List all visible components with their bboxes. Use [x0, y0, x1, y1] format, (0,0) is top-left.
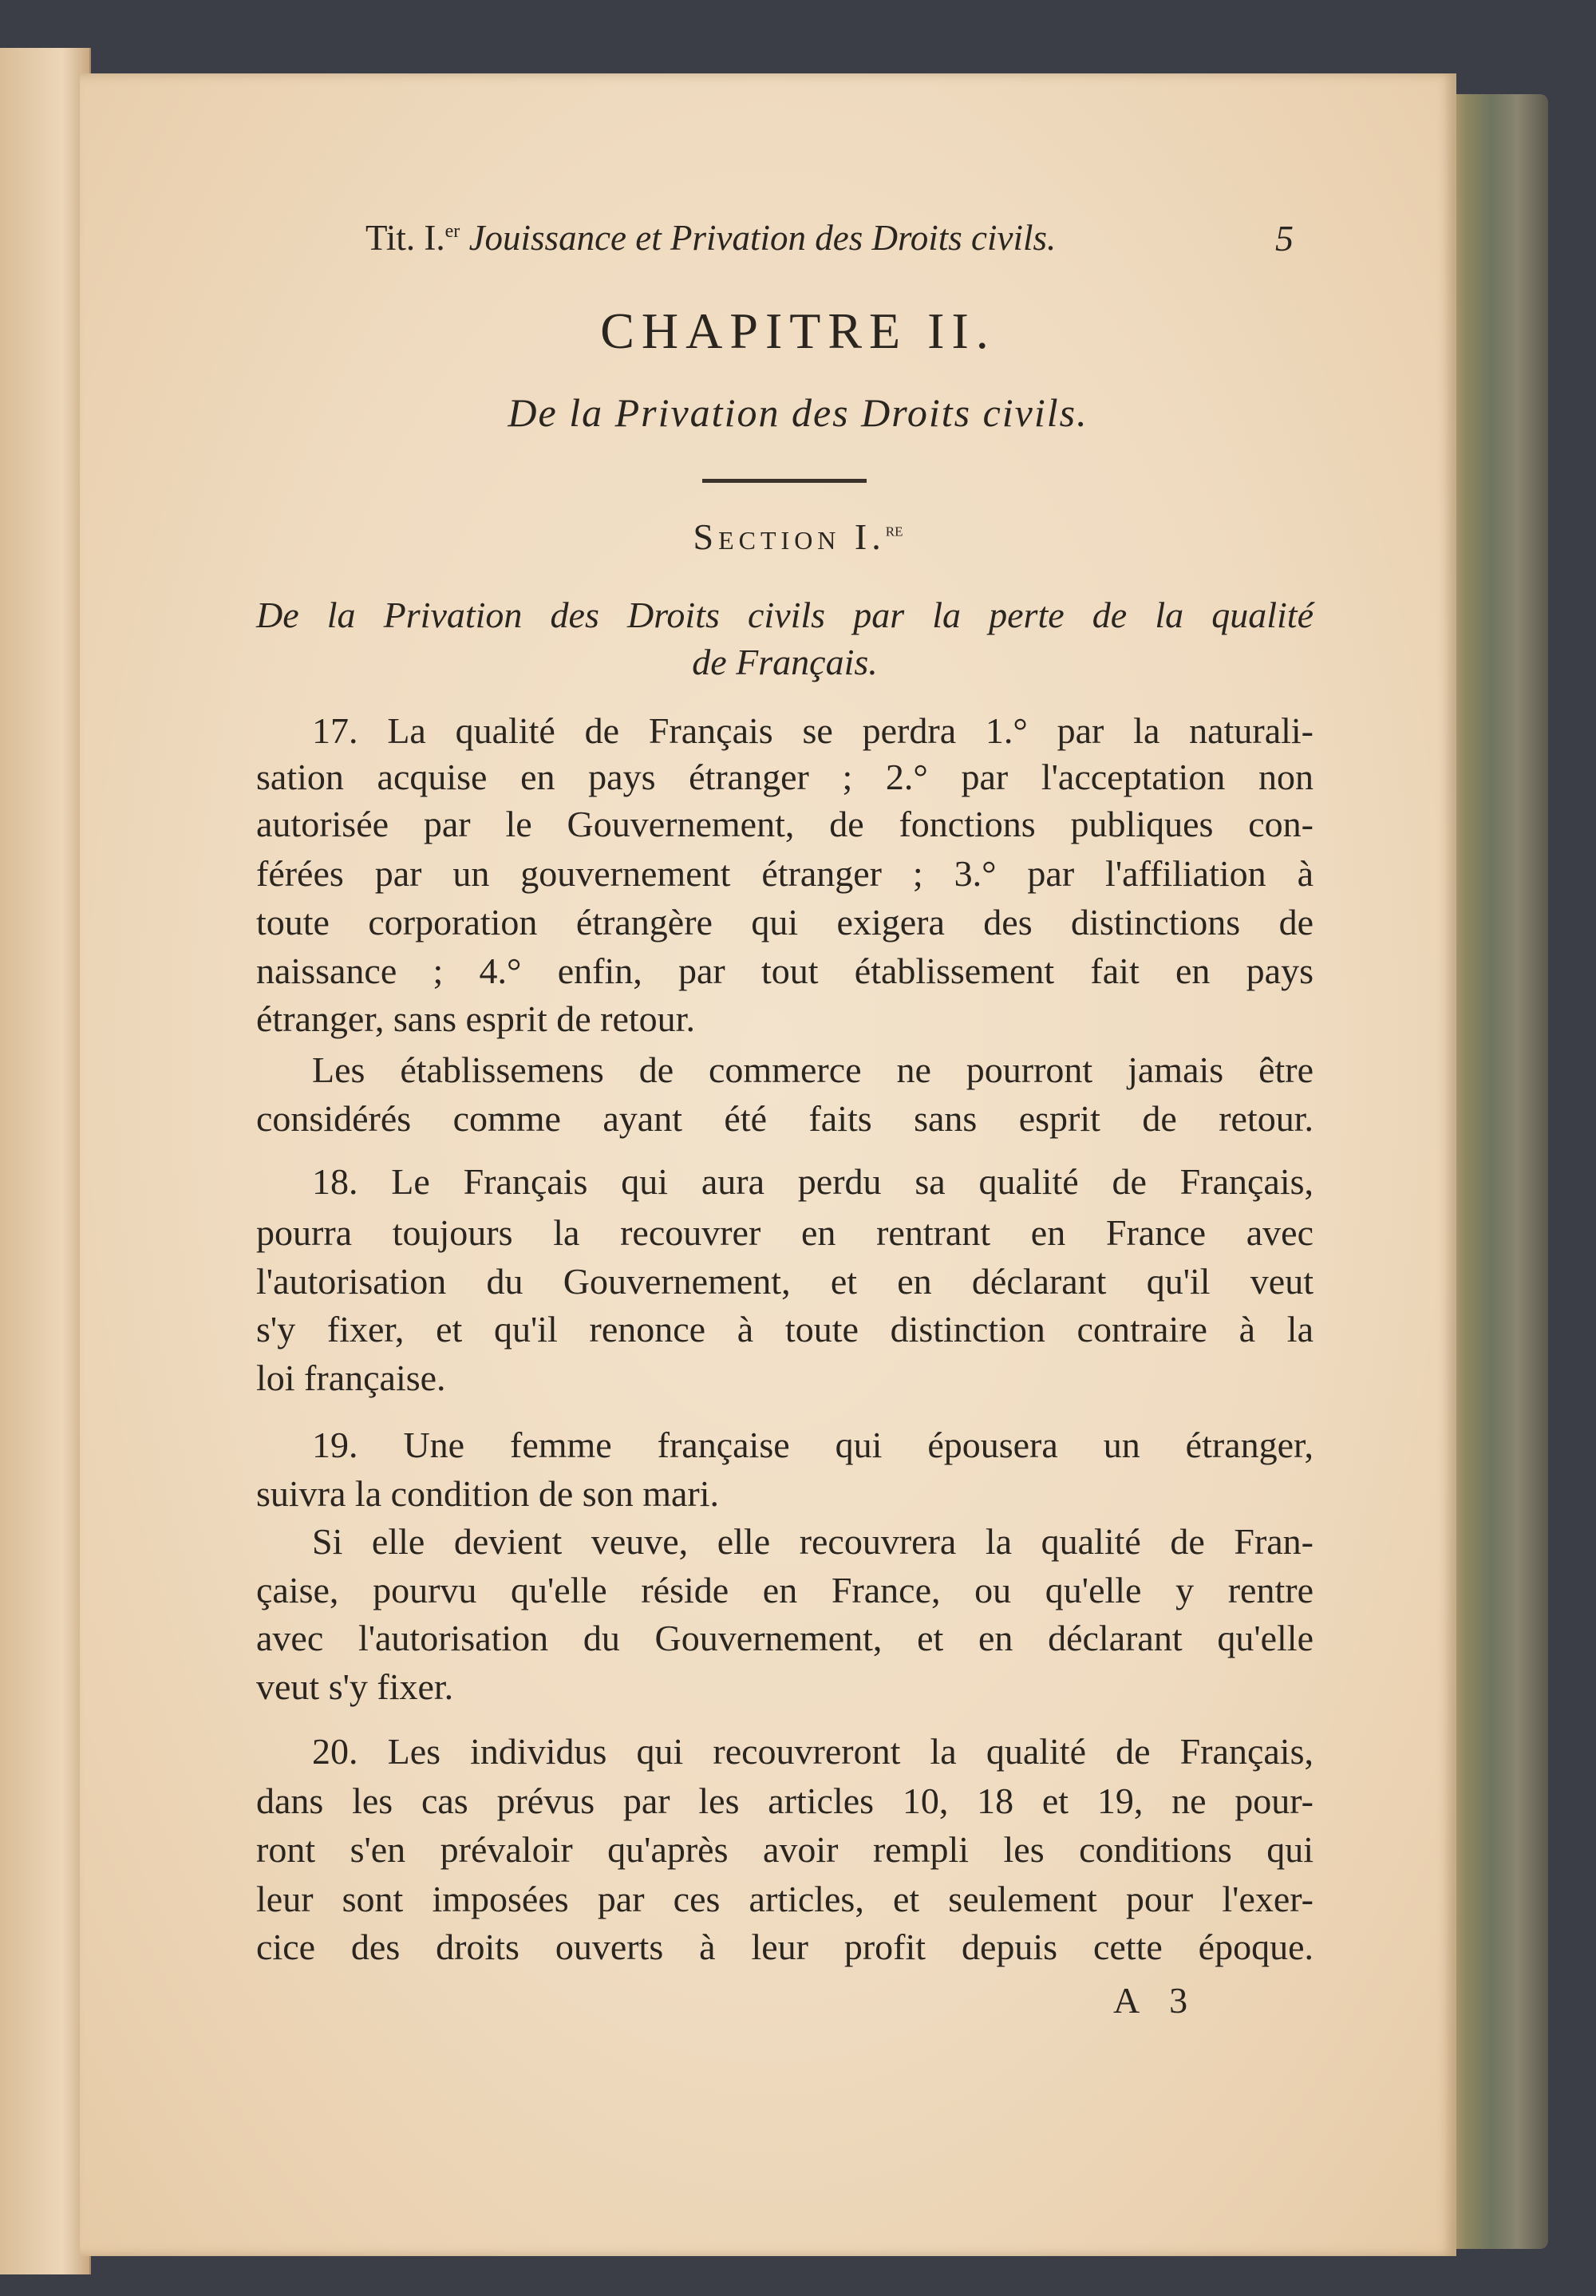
text-line: veut s'y fixer. [256, 1666, 454, 1707]
text-line: férées par un gouvernement étranger ; 3.° par l'affiliation à [256, 853, 1314, 894]
chapter-heading: CHAPITRE II. [600, 302, 996, 359]
running-head-sup: er [444, 221, 460, 242]
text-line: s'y fixer, et qu'il renonce à toute distinction contraire à la [256, 1309, 1314, 1350]
facing-page-edge [0, 48, 91, 2274]
page-number: 5 [1275, 218, 1294, 259]
divider-rule [702, 479, 867, 483]
text-line: loi française. [256, 1357, 446, 1398]
section-heading [0, 516, 1596, 558]
text-line: pourra toujours la recouvrer en rentrant en France avec [256, 1212, 1314, 1253]
running-head-title-abbr: Tit. I. [365, 218, 445, 258]
text-line: 17. La qualité de Français se perdra 1.° par la naturali- [312, 710, 1314, 751]
text-line: leur sont imposées par ces articles, et seulement pour l'exer- [256, 1879, 1314, 1919]
running-head [365, 217, 1056, 259]
text-line: ront s'en prévaloir qu'après avoir rempli les conditions qui [256, 1829, 1314, 1870]
section-heading-text: Section I. [693, 516, 886, 557]
text-line: Les établissemens de commerce ne pourront jamais être [312, 1049, 1314, 1090]
text-line: suivra la condition de son mari. [256, 1473, 719, 1514]
signature-mark: A 3 [1113, 1980, 1199, 2021]
text-line: çaise, pourvu qu'elle réside en France, ou qu'elle y rentre [256, 1570, 1314, 1610]
text-line: l'autorisation du Gouvernement, et en déclarant qu'il veut [256, 1261, 1314, 1302]
text-line: considérés comme ayant été faits sans esprit de retour. [256, 1098, 1314, 1139]
text-line: dans les cas prévus par les articles 10, 18 et 19, ne pour- [256, 1780, 1314, 1821]
text-line: avec l'autorisation du Gouvernement, et en déclarant qu'elle [256, 1618, 1314, 1658]
text-line: toute corporation étrangère qui exigera des distinctions de [256, 902, 1314, 943]
text-line: 20. Les individus qui recouvreront la qualité de Français, [312, 1731, 1314, 1772]
text-line: cice des droits ouverts à leur profit depuis cette époque. [256, 1927, 1314, 1967]
section-title-line-1: De la Privation des Droits civils par la perte de la qualité [256, 595, 1314, 635]
chapter-title: De la Privation des Droits civils. [508, 390, 1088, 435]
text-line: autorisée par le Gouvernement, de fonctions publiques con- [256, 804, 1314, 844]
running-head-title: Jouissance et Privation des Droits civils. [468, 218, 1057, 258]
text-line: sation acquise en pays étranger ; 2.° par l'acceptation non [256, 757, 1314, 797]
text-line: 19. Une femme française qui épousera un étranger, [312, 1425, 1314, 1465]
text-line: 18. Le Français qui aura perdu sa qualité de Français, [312, 1161, 1314, 1202]
section-heading-sup: re [885, 520, 903, 541]
section-title-line-2: de Français. [692, 642, 878, 682]
text-line: étranger, sans esprit de retour. [256, 998, 695, 1039]
text-line: naissance ; 4.° enfin, par tout établissement fait en pays [256, 950, 1314, 991]
text-line: Si elle devient veuve, elle recouvrera la qualité de Fran- [312, 1521, 1314, 1562]
